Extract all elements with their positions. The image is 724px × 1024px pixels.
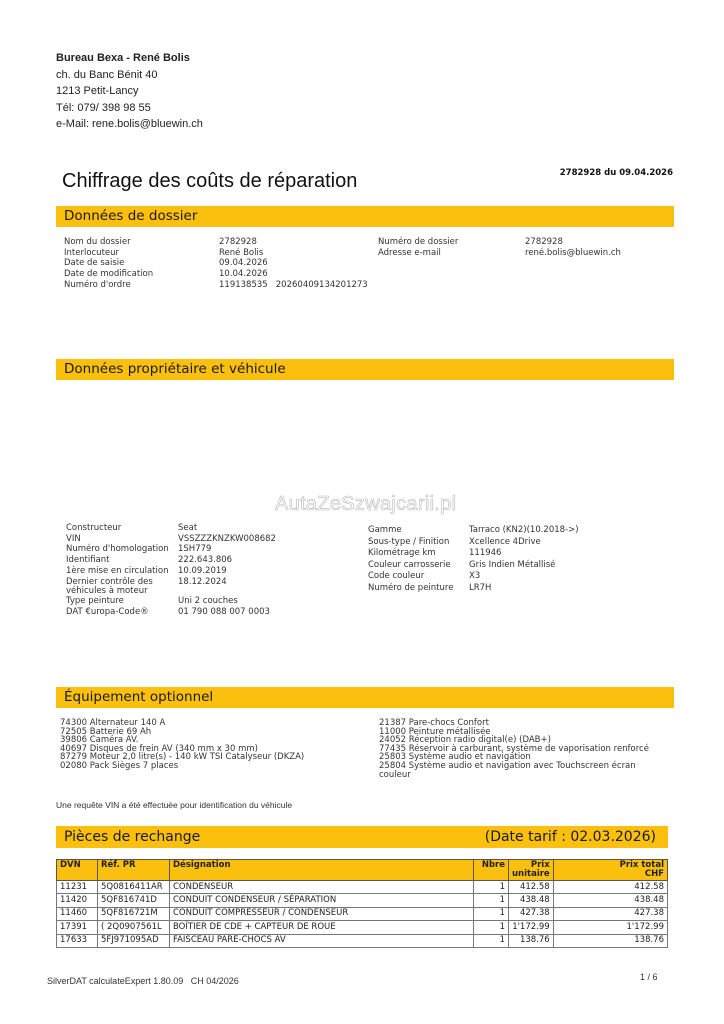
equipment-item: 25804 Système audio et navigation avec Touchscreen écran <box>379 760 636 771</box>
field-label: Numéro d'homologation <box>66 544 169 555</box>
cell-dvn: 17633 <box>57 934 98 947</box>
cell-ref: ( 2Q0907561L <box>98 921 170 934</box>
equipment-item: 25803 Système audio et navigation <box>379 752 531 763</box>
equipment-item: 74300 Alternateur 140 A <box>60 718 166 728</box>
table-row <box>57 881 668 894</box>
col-total-line2: CHF <box>644 869 664 879</box>
cell-unit-price: 438.48 <box>509 894 554 907</box>
cell-unit-price: 427.38 <box>509 907 554 920</box>
sender-email: e-Mail: rene.bolis@bluewin.ch <box>56 118 203 130</box>
field-value: LR7H <box>469 582 492 593</box>
dossier-row <box>378 248 621 259</box>
field-value: 119138535 20260409134201273 <box>219 279 368 290</box>
field-label: Numéro de peinture <box>368 582 454 593</box>
dossier-row <box>64 280 368 291</box>
dossier-left-table <box>64 237 368 291</box>
sender-phone: Tél: 079/ 398 98 55 <box>56 101 151 114</box>
cell-dvn: 11460 <box>57 907 98 920</box>
equipment-item: 24052 Réception radio digital(e) (DAB+) <box>379 735 551 746</box>
cell-unit-price: 412.58 <box>509 881 554 894</box>
cell-designation: CONDUIT CONDENSEUR / SÉPARATION <box>170 894 474 907</box>
vehicle-row <box>368 548 579 560</box>
parts-table-header <box>57 860 668 881</box>
field-value: René Bolis <box>219 247 264 258</box>
field-label: Numéro de dossier <box>378 237 459 247</box>
col-designation: Désignation <box>170 860 474 881</box>
sender-name: Bureau Bexa - René Bolis <box>56 52 190 64</box>
section-header-parts <box>56 826 668 848</box>
sender-city: 1213 Petit-Lancy <box>56 85 139 97</box>
cell-total: 138.76 <box>553 934 667 947</box>
field-value: 1SH779 <box>178 544 212 555</box>
equipment-item: 39806 Caméra AV. <box>60 735 139 746</box>
equipment-item: 21387 Pare-chocs Confort <box>379 718 489 728</box>
col-dvn: DVN <box>57 860 98 881</box>
vin-request-note: Une requête VIN a été effectuée pour identification du véhicule <box>56 800 293 810</box>
equipment-item: couleur <box>379 769 411 780</box>
field-label: Date de saisie <box>64 258 125 269</box>
equipment-item: 11000 Peinture métallisée <box>379 726 491 737</box>
field-value: 09.04.2026 <box>219 258 268 269</box>
vehicle-row <box>368 525 579 537</box>
field-label: 1ère mise en circulation <box>66 565 169 576</box>
field-value: 2782928 <box>525 237 563 247</box>
sender-street: ch. du Banc Bénit 40 <box>56 68 158 81</box>
field-label: Date de modification <box>64 269 154 280</box>
cell-qty: 1 <box>474 894 509 907</box>
cell-ref: 5FJ971095AD <box>98 934 170 947</box>
document-title: Chiffrage des coûts de réparation <box>62 170 358 192</box>
table-row <box>57 934 668 947</box>
field-label: Code couleur <box>368 571 425 581</box>
field-value: 222.643.806 <box>178 555 233 566</box>
field-label: VIN <box>66 533 81 544</box>
vehicle-row <box>368 571 579 583</box>
equipment-item: 72505 Batterie 69 Ah <box>60 726 152 737</box>
field-label: Kilométrage km <box>368 548 436 558</box>
vehicle-left-table <box>66 524 276 617</box>
equipment-right-list <box>379 719 649 779</box>
field-value: Uni 2 couches <box>178 596 238 607</box>
sender-address <box>56 50 203 133</box>
cell-total: 438.48 <box>553 894 667 907</box>
equipment-item: 77435 Réservoir à carburant, système de vaporisation renforcé <box>379 743 649 754</box>
equipment-item: 02080 Pack Sièges 7 places <box>60 760 179 771</box>
col-unit-price <box>509 860 554 881</box>
cell-qty: 1 <box>474 907 509 920</box>
field-value: Seat <box>178 523 198 533</box>
field-label: Constructeur <box>66 523 122 533</box>
col-unit-price-line2: unitaire <box>512 869 550 879</box>
dossier-row <box>64 248 368 259</box>
field-label: Sous-type / Finition <box>368 536 450 547</box>
field-value: 111946 <box>469 548 502 558</box>
vehicle-row <box>66 578 276 598</box>
document-reference: 2782928 du 09.04.2026 <box>559 168 673 178</box>
tariff-date: (Date tarif : 02.03.2026) <box>484 829 656 845</box>
footer-software: SilverDAT calculateExpert 1.80.09 CH 04/2026 <box>47 976 239 986</box>
table-row <box>57 894 668 907</box>
cell-qty: 1 <box>474 921 509 934</box>
field-value: Gris Indien Métallisé <box>469 559 556 570</box>
field-label: Identifiant <box>66 555 110 566</box>
dossier-row <box>64 237 368 248</box>
dossier-row <box>378 237 621 248</box>
field-label: Adresse e-mail <box>378 247 441 258</box>
field-label: Couleur carrosserie <box>368 559 451 570</box>
col-total <box>553 860 667 881</box>
cell-designation: CONDUIT COMPRESSEUR / CONDENSEUR <box>170 907 474 920</box>
field-value: 10.09.2019 <box>178 565 227 576</box>
col-ref: Réf. PR <box>98 860 170 881</box>
field-label: Nom du dossier <box>64 237 131 247</box>
vehicle-row <box>66 567 276 578</box>
cell-ref: 5QF816721M <box>98 907 170 920</box>
cell-ref: 5QF816741D <box>98 894 170 907</box>
vehicle-row <box>368 560 579 572</box>
vehicle-row <box>66 608 276 617</box>
cell-qty: 1 <box>474 881 509 894</box>
cell-unit-price: 1'172.99 <box>509 921 554 934</box>
equipment-left-list <box>60 719 304 771</box>
field-label: DAT €uropa-Code® <box>66 607 149 618</box>
cell-designation: BOÎTIER DE CDE + CAPTEUR DE ROUE <box>170 921 474 934</box>
field-value: VSSZZZKNZKW008682 <box>178 533 276 544</box>
section-header-equipment: Équipement optionnel <box>56 687 674 708</box>
parts-table <box>56 859 668 948</box>
section-header-dossier: Données de dossier <box>56 206 674 227</box>
section-header-vehicle: Données propriétaire et véhicule <box>56 359 674 380</box>
cell-unit-price: 138.76 <box>509 934 554 947</box>
cell-total: 427.38 <box>553 907 667 920</box>
equipment-item: 87279 Moteur 2,0 litre(s) - 140 kW TSI Catalyseur (DKZA) <box>60 752 305 763</box>
col-unit-price-line1: Prix <box>530 860 550 870</box>
field-label: Type peinture <box>66 596 124 607</box>
dossier-row <box>64 269 368 280</box>
cell-ref: 5Q0816411AR <box>98 881 170 894</box>
field-label: Interlocuteur <box>64 247 120 258</box>
parts-heading: Pièces de rechange <box>64 829 201 845</box>
cell-qty: 1 <box>474 934 509 947</box>
vehicle-right-table <box>368 525 579 594</box>
field-label: Gamme <box>368 525 402 535</box>
cell-designation: FAISCEAU PARE-CHOCS AV <box>170 934 474 947</box>
cell-total: 412.58 <box>553 881 667 894</box>
field-value: Tarraco (KN2)(10.2018->) <box>469 525 579 535</box>
table-row <box>57 907 668 920</box>
field-label: Numéro d'ordre <box>64 279 131 290</box>
field-value: 10.04.2026 <box>219 269 268 280</box>
cell-dvn: 11420 <box>57 894 98 907</box>
field-value: Xcellence 4Drive <box>469 536 541 547</box>
table-row <box>57 921 668 934</box>
cell-dvn: 11231 <box>57 881 98 894</box>
dossier-right-table <box>378 237 621 258</box>
col-total-line1: Prix total <box>619 860 664 870</box>
vehicle-row <box>368 537 579 549</box>
field-value: rené.bolis@bluewin.ch <box>525 247 621 258</box>
watermark: AutaZeSzwajcarii.pl <box>275 493 457 515</box>
cell-dvn: 17391 <box>57 921 98 934</box>
field-value: 18.12.2024 <box>178 576 227 587</box>
dossier-row <box>64 258 368 269</box>
vehicle-row <box>368 583 579 595</box>
field-value: 01 790 088 007 0003 <box>178 607 270 618</box>
page-number: 1 / 6 <box>640 972 658 982</box>
cell-designation: CONDENSEUR <box>170 881 474 894</box>
field-value: X3 <box>469 571 481 581</box>
field-label: Dernier contrôle des véhicules à moteur <box>66 576 153 596</box>
equipment-item: 40697 Disques de frein AV (340 mm x 30 mm) <box>60 743 258 754</box>
field-value: 2782928 <box>219 237 257 247</box>
col-qty: Nbre <box>474 860 509 881</box>
cell-total: 1'172.99 <box>553 921 667 934</box>
